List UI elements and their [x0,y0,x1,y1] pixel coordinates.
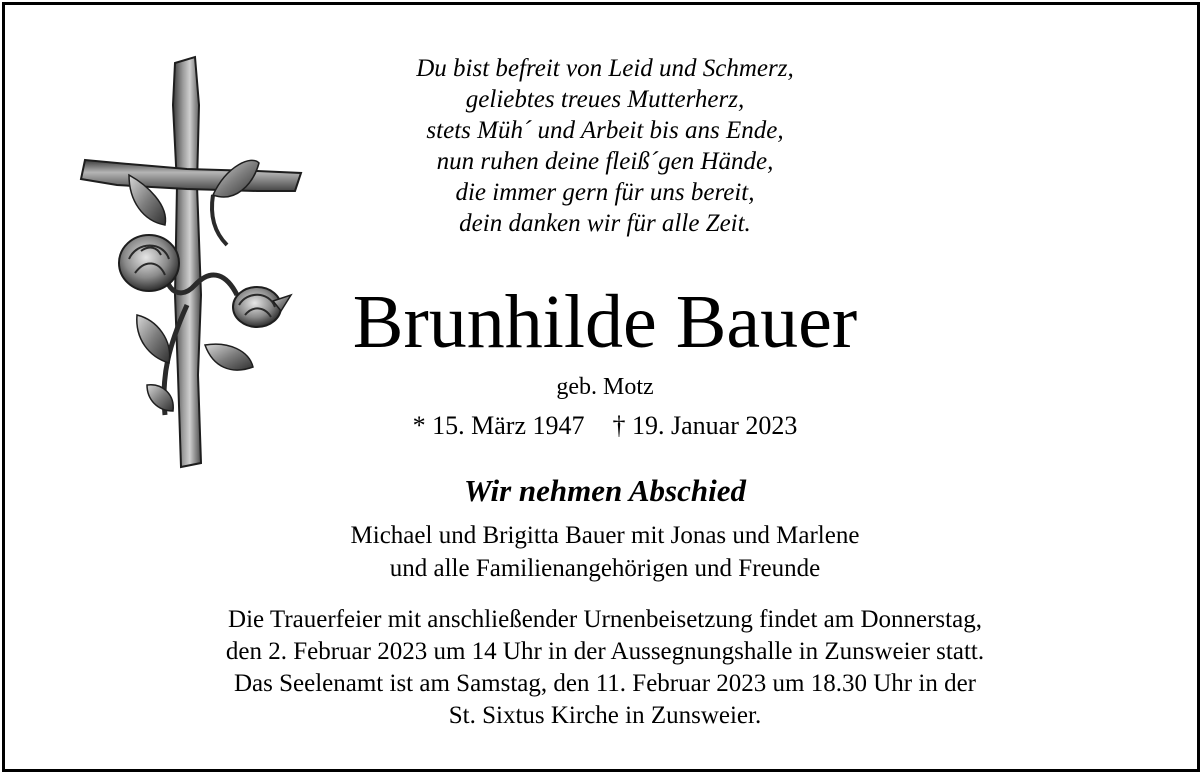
service-line: St. Sixtus Kirche in Zunsweier. [448,702,762,729]
poem [305,53,905,239]
poem-line: Du bist befreit von Leid und Schmerz, [416,55,794,82]
service-info [105,604,1105,732]
poem-line: dein danken wir für alle Zeit. [459,210,751,237]
birth-name: geb. Motz [556,374,654,400]
deceased-name: Brunhilde Bauer [352,280,858,364]
service-line: Die Trauerfeier mit anschließender Urnenbeisetzung findet am Donnerstag, [228,606,982,633]
poem-line: die immer gern für uns bereit, [455,179,755,206]
birth-date: * 15. März 1947 [412,411,585,440]
poem-line: nun ruhen deine fleiß´gen Hände, [436,148,774,175]
death-date: † 19. Januar 2023 [612,411,798,440]
mourners-line: Michael und Brigitta Bauer mit Jonas und Marlene [350,522,860,549]
obituary-notice [2,2,1200,772]
mourners-line: und alle Familienangehörigen und Freunde [389,555,821,582]
service-line: Das Seelenamt ist am Samstag, den 11. Februar 2023 um 18.30 Uhr in der [234,670,976,697]
service-line: den 2. Februar 2023 um 14 Uhr in der Aussegnungshalle in Zunsweier statt. [225,638,985,665]
poem-line: stets Müh´ und Arbeit bis ans Ende, [426,117,784,144]
mourners [305,519,905,585]
cross-with-roses-icon [77,45,307,475]
poem-line: geliebtes treues Mutterherz, [465,86,745,113]
life-dates [305,409,905,443]
farewell-heading: Wir nehmen Abschied [464,473,746,508]
